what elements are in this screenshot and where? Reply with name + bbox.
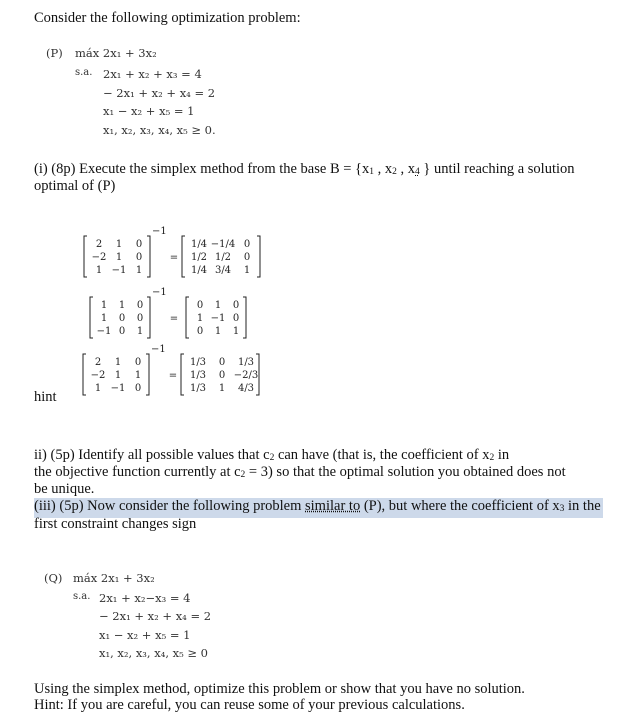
hint-matrix-2-left-cell: 1 [100,313,108,324]
hint-matrix-3-left-cell: −1 [110,383,126,394]
hint-matrix-3-right-cell: 0 [218,357,226,368]
problem-p-st-label: s.a. [75,67,93,78]
hint-matrix-1-right-cell: 1 [243,265,251,276]
hint-matrix-2-right-cell: 0 [196,326,204,337]
problem-q-label: (Q) [44,571,63,585]
hint-matrix-2-right-cell: 1 [214,300,222,311]
hint-matrix-3-left-cell: 1 [114,357,122,368]
hint-matrix-2-right-cell: 0 [232,300,240,311]
hint-matrix-3-right-cell: −2/3 [233,370,259,381]
hint-matrix-2-left-cell: 0 [118,313,126,324]
problem-q-constraint-2: − 2x₁ + x₂ + x₄ = 2 [99,609,212,623]
hint-matrix-1-right-cell: 1/2 [214,252,232,263]
part-ii-line-3: be unique. [34,481,95,497]
hint-matrix-1-left-cell: −2 [91,252,107,263]
hint-matrix-3-right-cell: 1/3 [237,357,255,368]
hint-matrix-2-right-cell: 0 [232,313,240,324]
hint-matrix-2-left-cell: 1 [100,300,108,311]
hint-matrix-3-right-cell: 4/3 [237,383,255,394]
hint-matrix-3-left-cell: 2 [94,357,102,368]
part-ii-line-1: ii) (5p) Identify all possible values that c2 can have (that is, the coefficient of x2 in [34,447,510,463]
hint-matrix-3-equals: = [168,370,178,382]
hint-matrix-2-right-cell: 1 [232,326,240,337]
hint-matrix-1-left-cell: 2 [95,239,103,250]
hint-matrix-3-right-cell: 1 [218,383,226,394]
hint-matrix-2-left-cell: 1 [118,300,126,311]
hint-matrix-1-right-cell: 0 [243,252,251,263]
hint-matrix-1-left-cell: 1 [115,239,123,250]
hint-matrix-1-left-cell: 1 [95,265,103,276]
hint-matrix-1-equals: = [169,252,179,264]
hint-matrix-2-left-cell: −1 [96,326,112,337]
hint-matrix-1-right-cell: 1/4 [190,265,208,276]
hint-matrix-3-right-cell: 1/3 [189,357,207,368]
hint-matrix-1-left-cell: 1 [135,265,143,276]
hint-matrix-2-inverse: −1 [152,287,167,298]
closing-line-1: Using the simplex method, optimize this problem or show that you have no solution. [34,681,525,697]
problem-p-constraint-1: 2x₁ + x₂ + x₃ = 4 [103,67,202,81]
hint-matrix-3-left-cell: 1 [114,370,122,381]
hint-matrix-1-right-cell: 1/2 [190,252,208,263]
hint-matrix-3-right-cell: 1/3 [189,383,207,394]
part-iii-line-2: first constraint changes sign [34,516,197,532]
hint-matrix-1-right-cell: 1/4 [190,239,208,250]
problem-q-st-label: s.a. [73,591,91,602]
hint-matrix-1-left-cell: 0 [135,239,143,250]
hint-matrix-2-right-cell: −1 [210,313,226,324]
intro-text: Consider the following optimization problem: [34,10,301,26]
hint-matrix-1-right-cell: 3/4 [214,265,232,276]
hint-matrix-1-left-cell: −1 [111,265,127,276]
problem-p-label: (P) [46,46,63,60]
hint-matrix-3-left-cell: 1 [134,370,142,381]
hint-matrix-2-right-cell: 1 [214,326,222,337]
problem-p-objective: máx 2x₁ + 3x₂ [75,46,157,60]
hint-matrix-3-right-cell: 1/3 [189,370,207,381]
problem-p-constraint-2: − 2x₁ + x₂ + x₄ = 2 [103,86,216,100]
hint-matrix-2-right-cell: 0 [196,300,204,311]
problem-q-objective: máx 2x₁ + 3x₂ [73,571,155,585]
hint-matrix-2-equals: = [169,313,179,325]
hint-matrix-2-left-cell: 1 [136,326,144,337]
hint-matrix-2-left-cell: 0 [118,326,126,337]
hint-matrix-3-right-cell: 0 [218,370,226,381]
part-ii-line-2: the objective function currently at c2 = 3) so that the optimal solution you obtained does not [34,464,566,480]
problem-q-constraint-3: x₁ − x₂ + x₅ = 1 [99,628,191,642]
hint-matrix-2-right-cell: 1 [196,313,204,324]
hint-matrix-3-left-cell: 0 [134,357,142,368]
hint-label: hint [34,389,57,405]
hint-matrix-1-right-cell: 0 [243,239,251,250]
problem-p-constraint-3: x₁ − x₂ + x₅ = 1 [103,104,195,118]
part-iii-line-1: (iii) (5p) Now consider the following problem similar to (P), but where the coefficient of x3 in the [34,498,603,518]
hint-matrix-2-left-cell: 0 [136,313,144,324]
part-i-line-1: (i) (8p) Execute the simplex method from the base B = {x1 , x2 , x4 } until reaching a solution [34,161,575,177]
problem-q-nonneg: x₁, x₂, x₃, x₄, x₅ ≥ 0 [99,646,208,660]
hint-matrix-1-inverse: −1 [152,226,167,237]
hint-matrix-3-inverse: −1 [151,344,166,355]
hint-matrix-3-left-cell: −2 [90,370,106,381]
hint-matrix-1-left-cell: 0 [135,252,143,263]
hint-matrix-2-left-cell: 0 [136,300,144,311]
hint-matrix-3-left-cell: 1 [94,383,102,394]
hint-matrix-1-left-cell: 1 [115,252,123,263]
closing-line-2: Hint: If you are careful, you can reuse some of your previous calculations. [34,697,465,713]
hint-matrix-3-left-cell: 0 [134,383,142,394]
problem-q-constraint-1: 2x₁ + x₂−x₃ = 4 [99,591,191,605]
hint-matrix-1-right-cell: −1/4 [210,239,236,250]
problem-p-nonneg: x₁, x₂, x₃, x₄, x₅ ≥ 0. [103,123,216,137]
part-i-line-2: optimal of (P) [34,178,116,194]
